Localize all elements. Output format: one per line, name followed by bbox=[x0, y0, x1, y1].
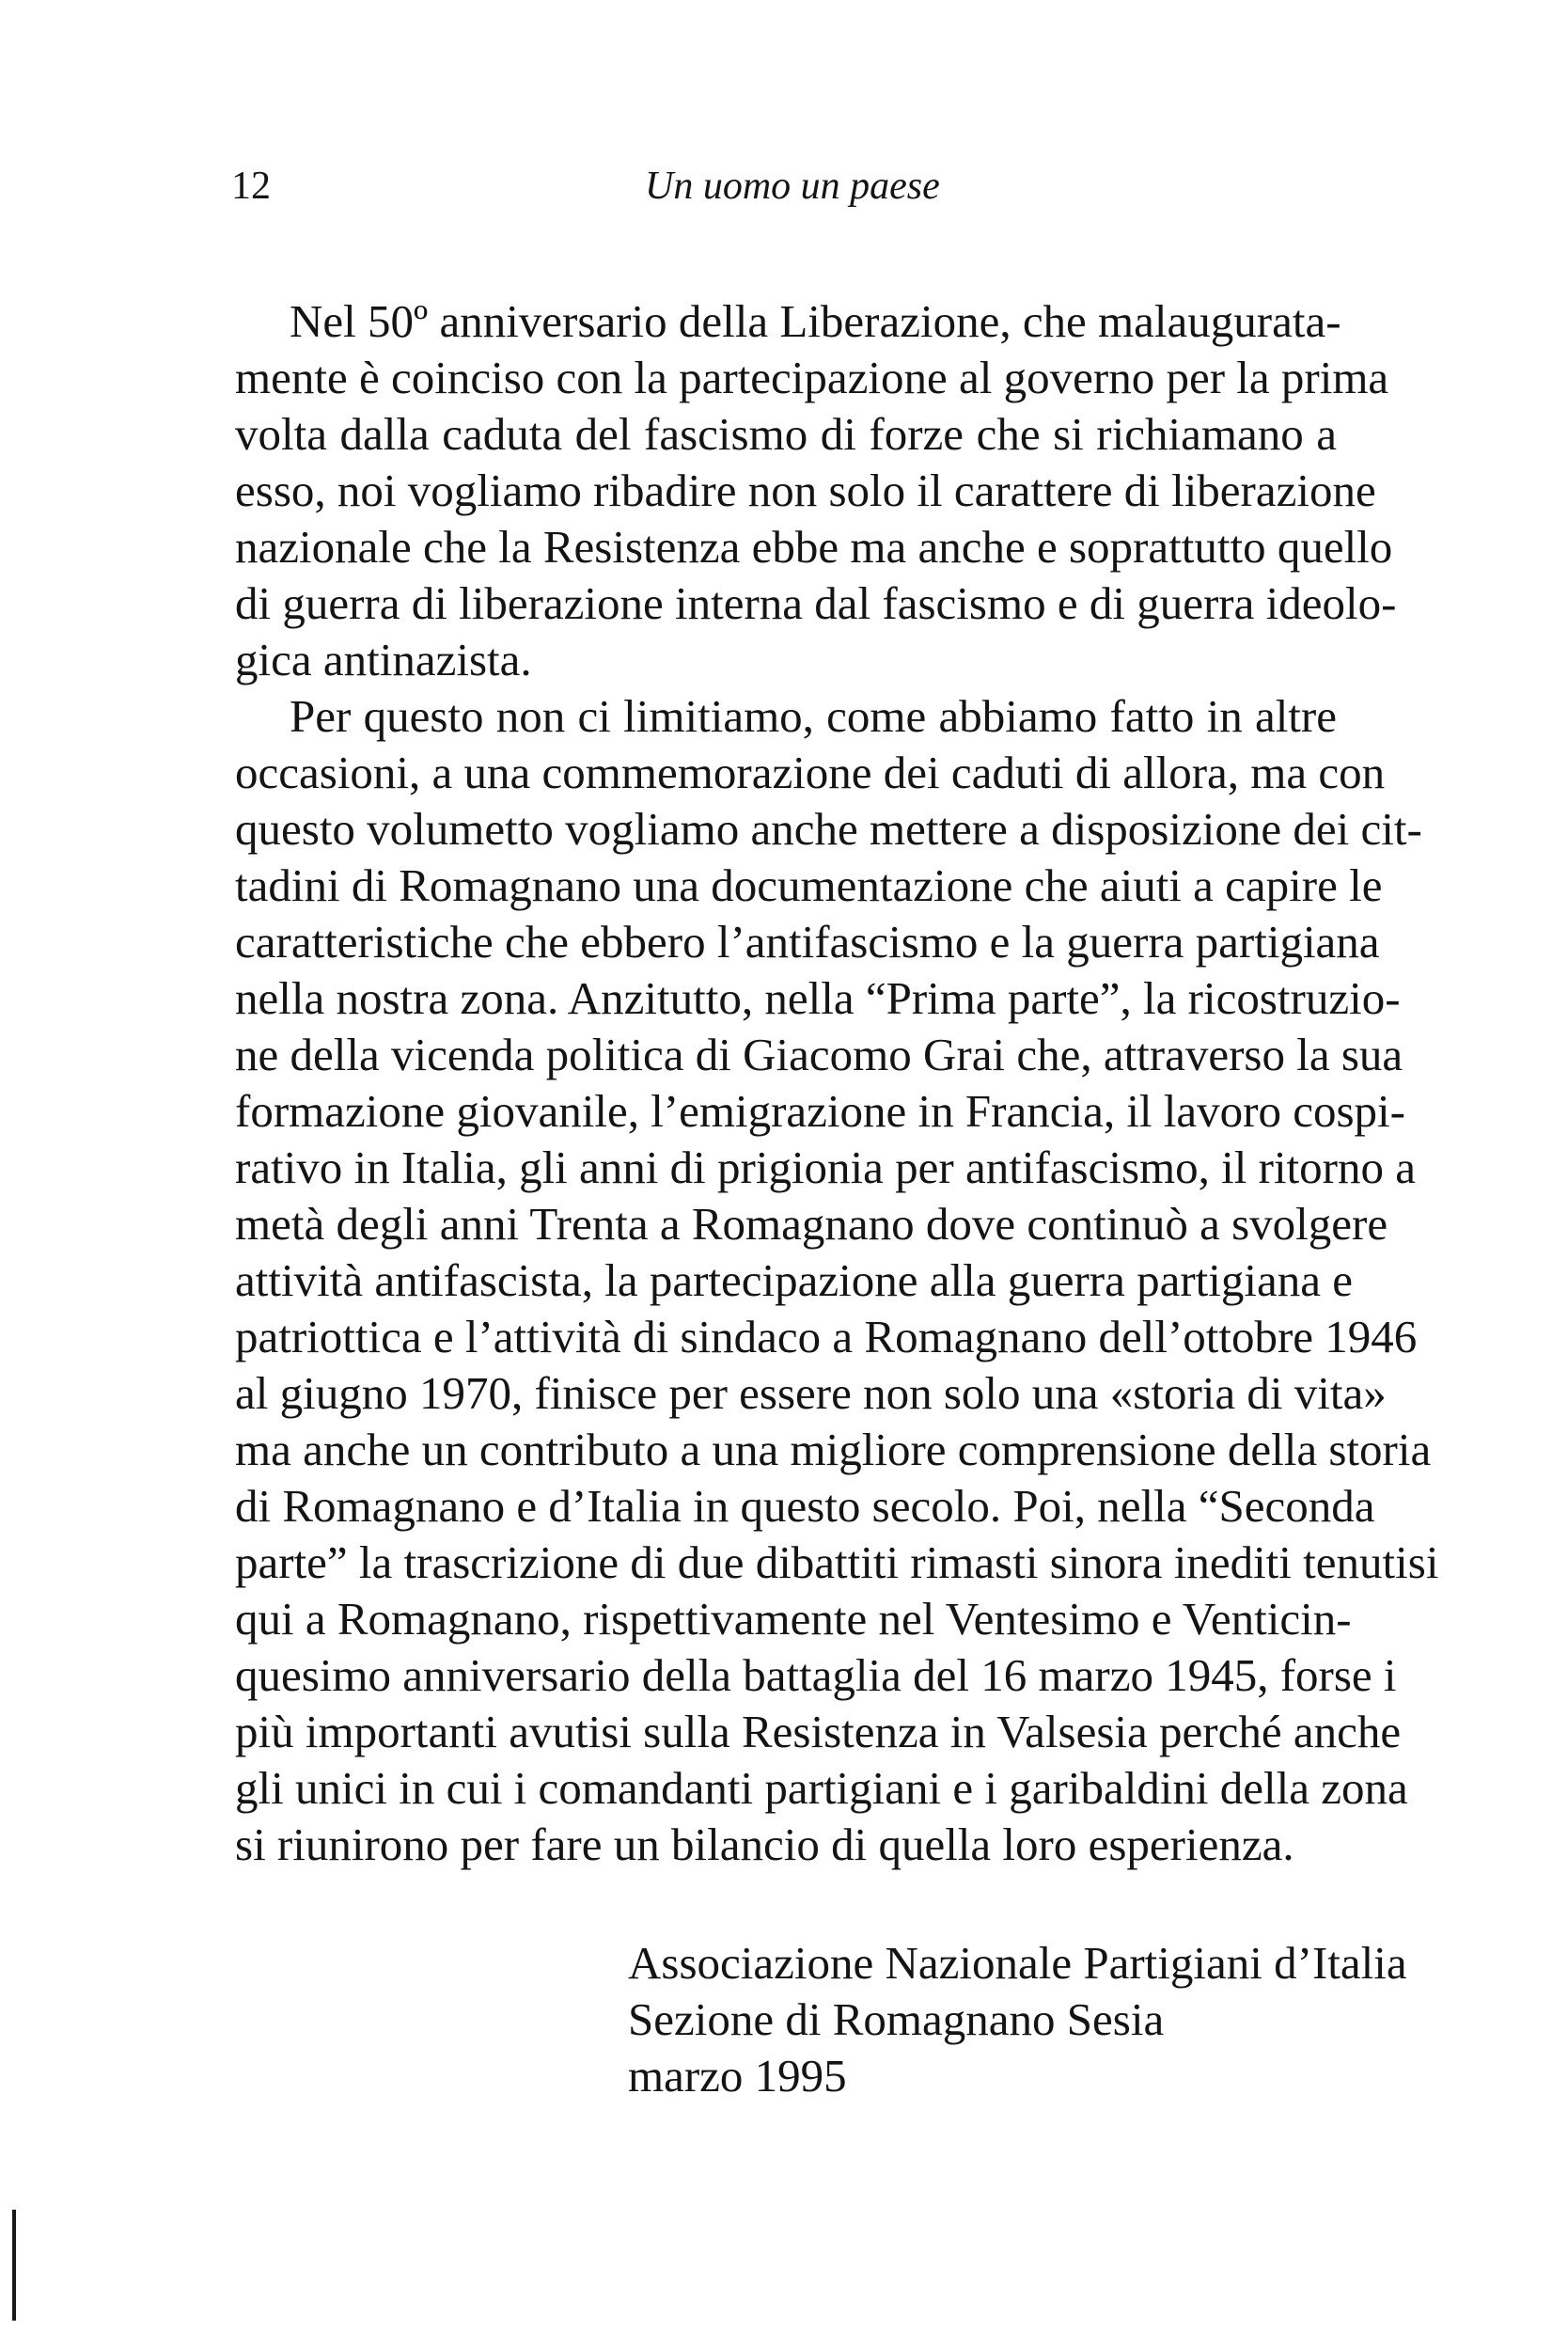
text-line: Per questo non ci limitiamo, come abbiamo fatto in altre bbox=[290, 690, 1337, 742]
text-line: parte” la trascrizione di due dibattiti rimasti sinora inediti tenutisi bbox=[235, 1536, 1439, 1588]
text-line: nella nostra zona. Anzitutto, nella “Prima parte”, la ricostruzio- bbox=[235, 972, 1401, 1024]
text-line: patriottica e l’attività di sindaco a Romagnano dell’ottobre 1946 bbox=[235, 1311, 1418, 1362]
text-line: gli unici in cui i comandanti partigiani e i garibaldini della zona bbox=[235, 1762, 1408, 1814]
text-line: occasioni, a una commemorazione dei caduti di allora, ma con bbox=[235, 747, 1386, 798]
text-line: attività antifascista, la partecipazione alla guerra partigiana e bbox=[235, 1254, 1353, 1306]
signature-organization: Associazione Nazionale Partigiani d’Italia bbox=[628, 1937, 1407, 1989]
text-line: formazione giovanile, l’emigrazione in Francia, il lavoro cospi- bbox=[235, 1085, 1405, 1137]
text-line: rativo in Italia, gli anni di prigionia per antifascismo, il ritorno a bbox=[235, 1142, 1416, 1193]
text-line: volta dalla caduta del fascismo di forze che si richiamano a bbox=[235, 408, 1337, 460]
scan-margin-line bbox=[12, 2210, 16, 2321]
text-line: gica antinazista. bbox=[235, 634, 532, 685]
page-header bbox=[231, 158, 1341, 214]
text-line: ne della vicenda politica di Giacomo Grai che, attraverso la sua bbox=[235, 1029, 1403, 1080]
text-line: esso, noi vogliamo ribadire non solo il carattere di liberazione bbox=[235, 464, 1376, 516]
signature-date: marzo 1995 bbox=[628, 2050, 847, 2102]
text-line: ma anche un contributo a una migliore comprensione della storia bbox=[235, 1424, 1432, 1475]
text-line: di guerra di liberazione interna dal fascismo e di guerra ideolo- bbox=[235, 577, 1397, 629]
body-text bbox=[235, 293, 1439, 1873]
text-line: quesimo anniversario della battaglia del 16 marzo 1945, forse i bbox=[235, 1649, 1397, 1701]
text-line: più importanti avutisi sulla Resistenza in Valsesia perché anche bbox=[235, 1706, 1402, 1757]
text-line: di Romagnano e d’Italia in questo secolo. Poi, nella “Seconda bbox=[235, 1480, 1375, 1532]
text-line: nazionale che la Resistenza ebbe ma anche e soprattutto quello bbox=[235, 521, 1393, 573]
text-line: metà degli anni Trenta a Romagnano dove continuò a svolgere bbox=[235, 1198, 1388, 1250]
text-line: tadini di Romagnano una documentazione che aiuti a capire le bbox=[235, 859, 1383, 911]
running-title: Un uomo un paese bbox=[645, 165, 940, 208]
text-line: al giugno 1970, finisce per essere non solo una «storia di vita» bbox=[235, 1367, 1387, 1419]
text-line: Nel 50º anniversario della Liberazione, che malaugurata- bbox=[290, 295, 1341, 347]
text-line: mente è coinciso con la partecipazione al governo per la prima bbox=[235, 352, 1389, 403]
text-line: qui a Romagnano, rispettivamente nel Ventesimo e Venticin- bbox=[235, 1593, 1352, 1645]
signature-block bbox=[628, 1935, 1407, 2104]
text-line: si riunirono per fare un bilancio di quella loro esperienza. bbox=[235, 1819, 1294, 1870]
text-line: questo volumetto vogliamo anche mettere a disposizione dei cit- bbox=[235, 803, 1422, 855]
page-number: 12 bbox=[231, 165, 271, 208]
signature-section: Sezione di Romagnano Sesia bbox=[628, 1993, 1165, 2045]
text-line: caratteristiche che ebbero l’antifascismo e la guerra partigiana bbox=[235, 916, 1380, 968]
